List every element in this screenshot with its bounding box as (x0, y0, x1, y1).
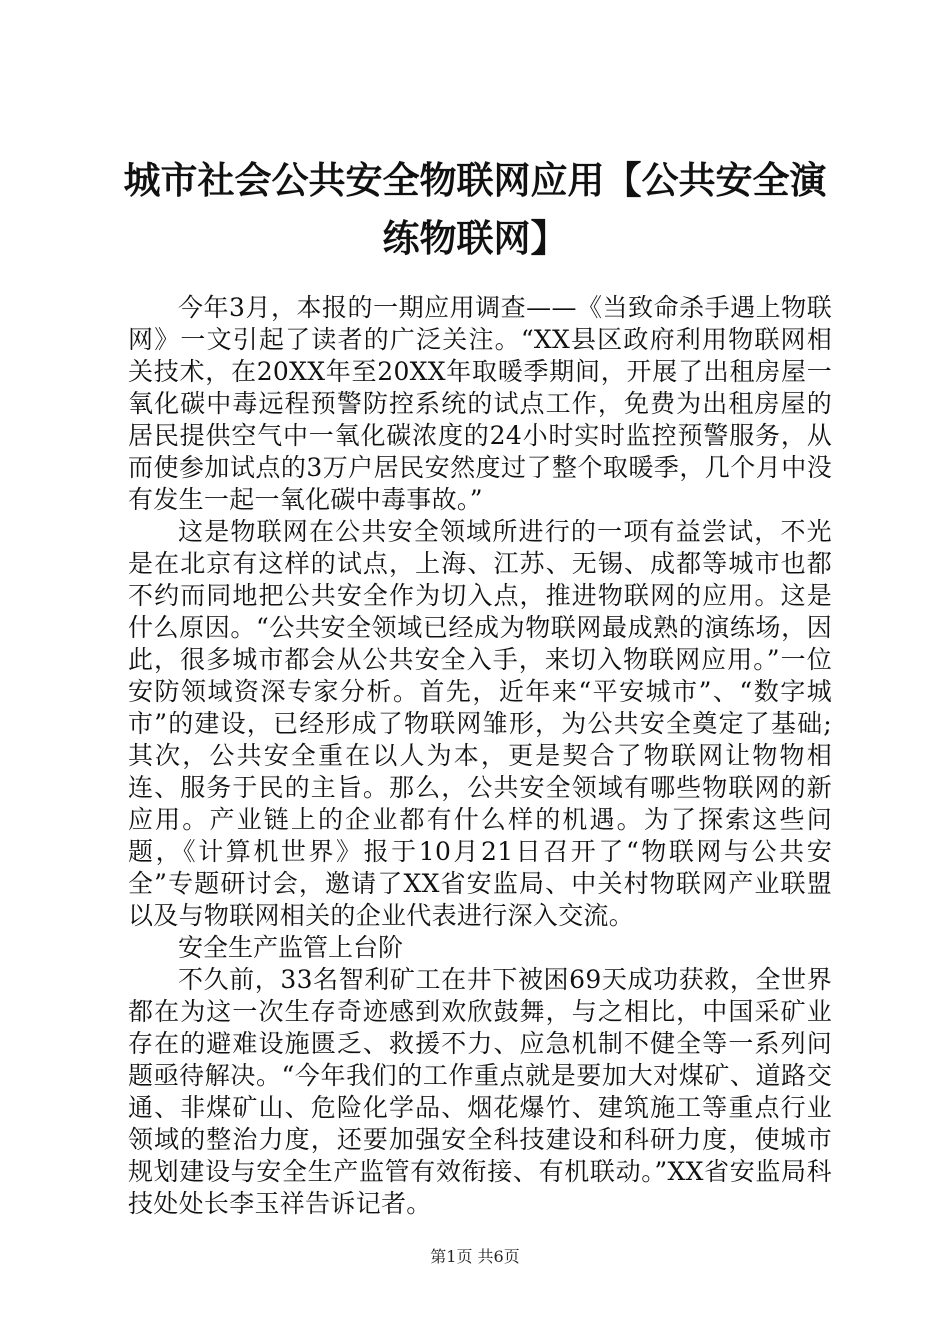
section-heading: 安全生产监管上台阶 (178, 933, 404, 962)
document-title: 城市社会公共安全物联网应用【公共安全演练物联网】 (123, 159, 827, 260)
paragraph-analysis: 这是物联网在公共安全领域所进行的一项有益尝试，不光是在北京有这样的试点，上海、江苏、无锡、成都等城市也都不约而同地把公共安全作为切入点，推进物联网的应用。这是什么原因。“公共安全领域已经成为物联网最成熟的演练场，因此，很多城市都会从公共安全入手，来切入物联网应用。”一位安防领域资深专家分析。首先，近年来“平安城市”、“数字城市”的建设，已经形成了物联网雏形，为公共安全奠定了基础;其次，公共安全重在以人为本，更是契合了物联网让物物相连、服务于民的主旨。那么，公共安全领域有哪些物联网的新应用。产业链上的企业都有什么样的机遇。为了探索这些问题，《计算机世界》报于10月21日召开了“物联网与公共安全”专题研讨会，邀请了XX省安监局、中关村物联网产业联盟以及与物联网相关的企业代表进行深入交流。 (128, 517, 832, 930)
page-indicator: 第1页 共6页 (430, 1247, 520, 1266)
document-body (128, 292, 832, 1220)
paragraph-intro: 今年3月，本报的一期应用调查——《当致命杀手遇上物联网》一文引起了读者的广泛关注。“XX县区政府利用物联网相关技术，在20XX年至20XX年取暖季期间，开展了出租房屋一氧化碳中毒远程预警防控系统的试点工作，免费为出租房屋的居民提供空气中一氧化碳浓度的24小时实时监控预警服务，从而使参加试点的3万户居民安然度过了整个取暖季，几个月中没有发生一起一氧化碳中毒事故。” (128, 293, 832, 514)
page-footer (0, 1247, 950, 1267)
paragraph-mining: 不久前，33名智利矿工在井下被困69天成功获救，全世界都在为这一次生存奇迹感到欢欣鼓舞，与之相比，中国采矿业存在的避难设施匮乏、救援不力、应急机制不健全等一系列问题亟待解决。“今年我们的工作重点就是要加大对煤矿、道路交通、非煤矿山、危险化学品、烟花爆竹、建筑施工等重点行业领域的整治力度，还要加强安全科技建设和科研力度，使城市规划建设与安全生产监管有效衔接、有机联动。”XX省安监局科技处处长李玉祥告诉记者。 (128, 965, 832, 1218)
